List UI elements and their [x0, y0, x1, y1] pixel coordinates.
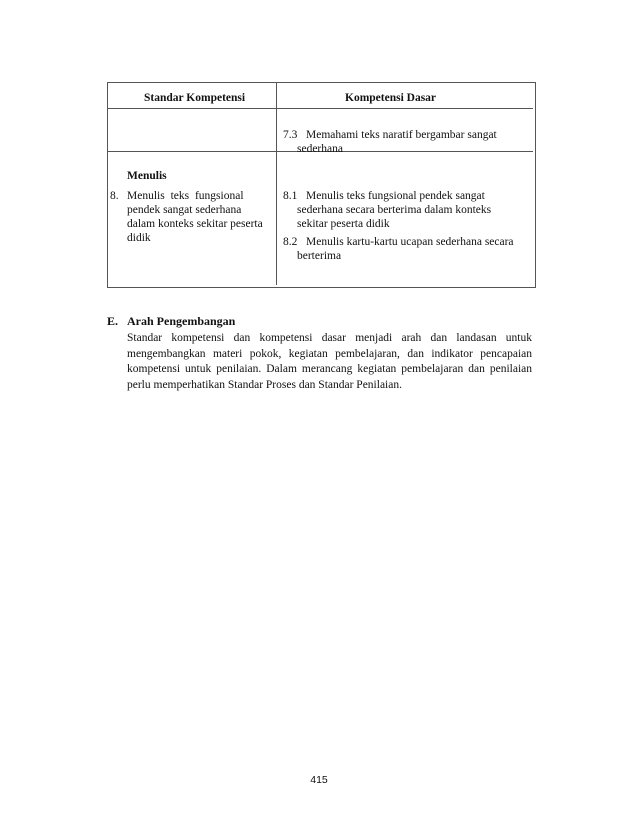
section-letter: E. [107, 314, 119, 328]
section-heading [107, 313, 532, 329]
header-kompetensi-dasar: Kompetensi Dasar [345, 92, 437, 104]
kd-number: 8.2 [283, 236, 298, 248]
page-number: 415 [310, 774, 328, 786]
section-paragraph: Standar kompetensi dan kompetensi dasar menjadi arah dan landasan untuk mengembangkan materi pokok, kegiatan pembelajaran, dan indikator pencapaian kompetensi untuk penilaian. Dalam merancang kegiatan pembelajaran dan penilaian perlu memperhatikan Standar Proses dan Standar Penilaian. [127, 332, 532, 391]
header-standar-kompetensi: Standar Kompetensi [144, 92, 246, 104]
column-divider [276, 83, 277, 285]
sk-number: 8. [110, 190, 119, 202]
kd-text-line: berterima [297, 250, 342, 262]
kd-number: 7.3 [283, 129, 298, 141]
competency-table [107, 82, 536, 288]
section-arah-pengembangan [107, 313, 532, 393]
sk-text-line: dalam konteks sekitar peserta [127, 218, 263, 230]
kd-text-line: sederhana secara berterima dalam konteks [297, 204, 492, 216]
sk-text-line: pendek sangat sederhana [127, 204, 242, 216]
kd-text-line: sekitar peserta didik [297, 218, 390, 230]
kd-text-line: Memahami teks naratif bergambar sangat [306, 129, 497, 141]
kd-text-line: Menulis teks fungsional pendek sangat [306, 190, 485, 202]
kd-number: 8.1 [283, 190, 298, 202]
group-label-menulis: Menulis [127, 170, 167, 182]
header-divider [108, 108, 533, 109]
sk-text-line: didik [127, 232, 151, 244]
section-title: Arah Pengembangan [127, 314, 236, 328]
kd-text-line: sederhana [297, 143, 343, 155]
kd-text-line: Menulis kartu-kartu ucapan sederhana secara [306, 236, 514, 248]
sk-text-line: Menulis teks fungsional [127, 190, 244, 202]
